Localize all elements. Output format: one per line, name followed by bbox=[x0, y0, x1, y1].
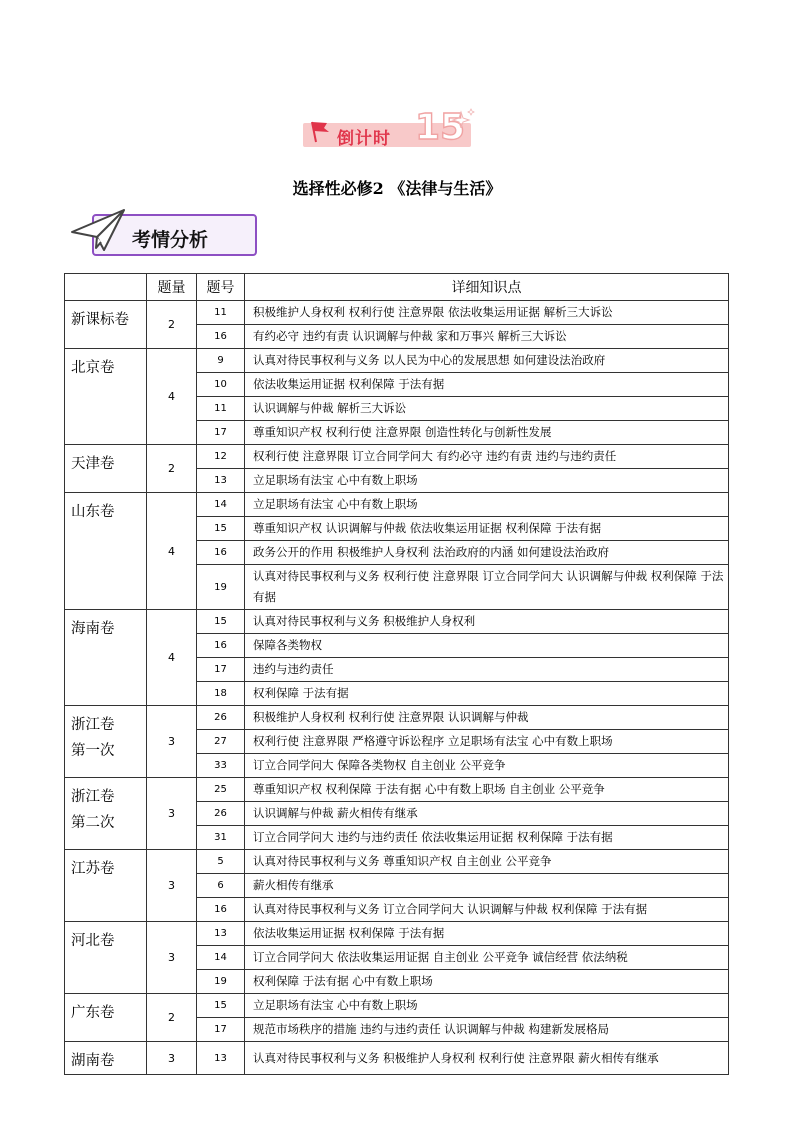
question-count-cell: 3 bbox=[147, 922, 197, 994]
table-row bbox=[65, 706, 729, 730]
question-number-cell: 26 bbox=[197, 802, 245, 826]
subject-title: 选择性必修2 《法律与生活》 bbox=[292, 179, 502, 198]
countdown-number: 15 bbox=[415, 107, 466, 148]
question-number-cell: 25 bbox=[197, 778, 245, 802]
province-cell: 湖南卷 bbox=[65, 1042, 147, 1075]
table-row bbox=[65, 445, 729, 469]
question-number-cell: 15 bbox=[197, 517, 245, 541]
province-cell: 河北卷 bbox=[65, 922, 147, 994]
question-number-cell: 18 bbox=[197, 682, 245, 706]
question-number-cell: 16 bbox=[197, 898, 245, 922]
question-number-cell: 5 bbox=[197, 850, 245, 874]
question-count-cell: 3 bbox=[147, 706, 197, 778]
section-header bbox=[70, 206, 260, 260]
question-number-cell: 16 bbox=[197, 541, 245, 565]
question-number-cell: 26 bbox=[197, 706, 245, 730]
question-number-cell: 12 bbox=[197, 445, 245, 469]
knowledge-point-cell: 权利保障 于法有据 bbox=[245, 682, 729, 706]
knowledge-point-cell: 规范市场秩序的措施 违约与违约责任 认识调解与仲裁 构建新发展格局 bbox=[245, 1018, 729, 1042]
question-count-cell: 4 bbox=[147, 349, 197, 445]
question-number-cell: 6 bbox=[197, 874, 245, 898]
knowledge-point-cell: 认真对待民事权利与义务 权利行使 注意界限 订立合同学问大 认识调解与仲裁 权利保障 于法有据 bbox=[245, 565, 729, 610]
knowledge-point-cell: 权利行使 注意界限 严格遵守诉讼程序 立足职场有法宝 心中有数上职场 bbox=[245, 730, 729, 754]
knowledge-point-cell: 尊重知识产权 权利保障 于法有据 心中有数上职场 自主创业 公平竞争 bbox=[245, 778, 729, 802]
knowledge-point-cell: 认识调解与仲裁 解析三大诉讼 bbox=[245, 397, 729, 421]
knowledge-point-cell: 立足职场有法宝 心中有数上职场 bbox=[245, 994, 729, 1018]
flag-icon bbox=[307, 118, 333, 144]
question-count-cell: 3 bbox=[147, 778, 197, 850]
table-header-row bbox=[65, 274, 729, 301]
knowledge-point-cell: 违约与违约责任 bbox=[245, 658, 729, 682]
province-cell: 北京卷 bbox=[65, 349, 147, 445]
question-number-cell: 31 bbox=[197, 826, 245, 850]
table-row bbox=[65, 922, 729, 946]
question-number-cell: 14 bbox=[197, 946, 245, 970]
knowledge-point-cell: 权利行使 注意界限 订立合同学问大 有约必守 违约有责 违约与违约责任 bbox=[245, 445, 729, 469]
province-label-line2: 第一次 bbox=[71, 743, 115, 759]
province-label-line2: 第二次 bbox=[71, 815, 115, 831]
knowledge-point-cell: 保障各类物权 bbox=[245, 634, 729, 658]
knowledge-table bbox=[64, 273, 729, 1075]
header-count: 题量 bbox=[147, 274, 197, 301]
table-row bbox=[65, 778, 729, 802]
question-count-cell: 2 bbox=[147, 445, 197, 493]
question-number-cell: 13 bbox=[197, 469, 245, 493]
knowledge-point-cell: 认真对待民事权利与义务 以人民为中心的发展思想 如何建设法治政府 bbox=[245, 349, 729, 373]
sparkle-icon bbox=[451, 108, 477, 128]
table-row bbox=[65, 850, 729, 874]
knowledge-point-cell: 尊重知识产权 认识调解与仲裁 依法收集运用证据 权利保障 于法有据 bbox=[245, 517, 729, 541]
question-number-cell: 13 bbox=[197, 922, 245, 946]
province-label: 浙江卷 bbox=[71, 789, 115, 805]
question-number-cell: 13 bbox=[197, 1042, 245, 1075]
province-cell bbox=[65, 778, 147, 850]
table-row bbox=[65, 493, 729, 517]
knowledge-point-cell: 订立合同学问大 保障各类物权 自主创业 公平竞争 bbox=[245, 754, 729, 778]
question-number-cell: 17 bbox=[197, 658, 245, 682]
question-number-cell: 15 bbox=[197, 994, 245, 1018]
knowledge-point-cell: 认识调解与仲裁 薪火相传有继承 bbox=[245, 802, 729, 826]
question-count-cell: 3 bbox=[147, 1042, 197, 1075]
question-number-cell: 15 bbox=[197, 610, 245, 634]
question-count-cell: 3 bbox=[147, 850, 197, 922]
question-count-cell: 2 bbox=[147, 301, 197, 349]
question-number-cell: 33 bbox=[197, 754, 245, 778]
knowledge-point-cell: 订立合同学问大 违约与违约责任 依法收集运用证据 权利保障 于法有据 bbox=[245, 826, 729, 850]
knowledge-point-cell: 立足职场有法宝 心中有数上职场 bbox=[245, 469, 729, 493]
knowledge-point-cell: 尊重知识产权 权利行使 注意界限 创造性转化与创新性发展 bbox=[245, 421, 729, 445]
question-number-cell: 27 bbox=[197, 730, 245, 754]
knowledge-point-cell: 认真对待民事权利与义务 尊重知识产权 自主创业 公平竞争 bbox=[245, 850, 729, 874]
table-row bbox=[65, 1042, 729, 1075]
knowledge-point-cell: 依法收集运用证据 权利保障 于法有据 bbox=[245, 922, 729, 946]
question-number-cell: 10 bbox=[197, 373, 245, 397]
question-number-cell: 14 bbox=[197, 493, 245, 517]
province-cell bbox=[65, 706, 147, 778]
question-count-cell: 4 bbox=[147, 493, 197, 610]
knowledge-point-cell: 积极维护人身权利 权利行使 注意界限 认识调解与仲裁 bbox=[245, 706, 729, 730]
province-cell: 江苏卷 bbox=[65, 850, 147, 922]
table-row bbox=[65, 610, 729, 634]
header-number: 题号 bbox=[197, 274, 245, 301]
knowledge-point-cell: 立足职场有法宝 心中有数上职场 bbox=[245, 493, 729, 517]
knowledge-point-cell: 积极维护人身权利 权利行使 注意界限 依法收集运用证据 解析三大诉讼 bbox=[245, 301, 729, 325]
table-body bbox=[65, 301, 729, 1075]
question-number-cell: 19 bbox=[197, 970, 245, 994]
question-number-cell: 17 bbox=[197, 421, 245, 445]
paper-plane-icon bbox=[70, 206, 128, 252]
province-label: 浙江卷 bbox=[71, 717, 115, 733]
question-number-cell: 16 bbox=[197, 325, 245, 349]
knowledge-point-cell: 薪火相传有继承 bbox=[245, 874, 729, 898]
header-province bbox=[65, 274, 147, 301]
question-number-cell: 11 bbox=[197, 301, 245, 325]
knowledge-point-cell: 认真对待民事权利与义务 积极维护人身权利 bbox=[245, 610, 729, 634]
question-number-cell: 16 bbox=[197, 634, 245, 658]
province-cell: 山东卷 bbox=[65, 493, 147, 610]
countdown-banner bbox=[303, 108, 475, 152]
knowledge-point-cell: 依法收集运用证据 权利保障 于法有据 bbox=[245, 373, 729, 397]
knowledge-point-cell: 订立合同学问大 依法收集运用证据 自主创业 公平竞争 诚信经营 依法纳税 bbox=[245, 946, 729, 970]
question-count-cell: 2 bbox=[147, 994, 197, 1042]
knowledge-point-cell: 认真对待民事权利与义务 积极维护人身权利 权利行使 注意界限 薪火相传有继承 bbox=[245, 1042, 729, 1075]
section-title: 考情分析 bbox=[132, 229, 209, 251]
knowledge-point-cell: 有约必守 违约有责 认识调解与仲裁 家和万事兴 解析三大诉讼 bbox=[245, 325, 729, 349]
province-cell: 天津卷 bbox=[65, 445, 147, 493]
header-detail: 详细知识点 bbox=[245, 274, 729, 301]
knowledge-point-cell: 权利保障 于法有据 心中有数上职场 bbox=[245, 970, 729, 994]
knowledge-point-cell: 政务公开的作用 积极维护人身权利 法治政府的内涵 如何建设法治政府 bbox=[245, 541, 729, 565]
table-row bbox=[65, 301, 729, 325]
question-number-cell: 19 bbox=[197, 565, 245, 610]
province-cell: 海南卷 bbox=[65, 610, 147, 706]
question-number-cell: 9 bbox=[197, 349, 245, 373]
question-number-cell: 17 bbox=[197, 1018, 245, 1042]
province-cell: 新课标卷 bbox=[65, 301, 147, 349]
table-row bbox=[65, 349, 729, 373]
question-number-cell: 11 bbox=[197, 397, 245, 421]
countdown-label: 倒计时 bbox=[337, 129, 391, 149]
knowledge-point-cell: 认真对待民事权利与义务 订立合同学问大 认识调解与仲裁 权利保障 于法有据 bbox=[245, 898, 729, 922]
question-count-cell: 4 bbox=[147, 610, 197, 706]
table-row bbox=[65, 994, 729, 1018]
province-cell: 广东卷 bbox=[65, 994, 147, 1042]
